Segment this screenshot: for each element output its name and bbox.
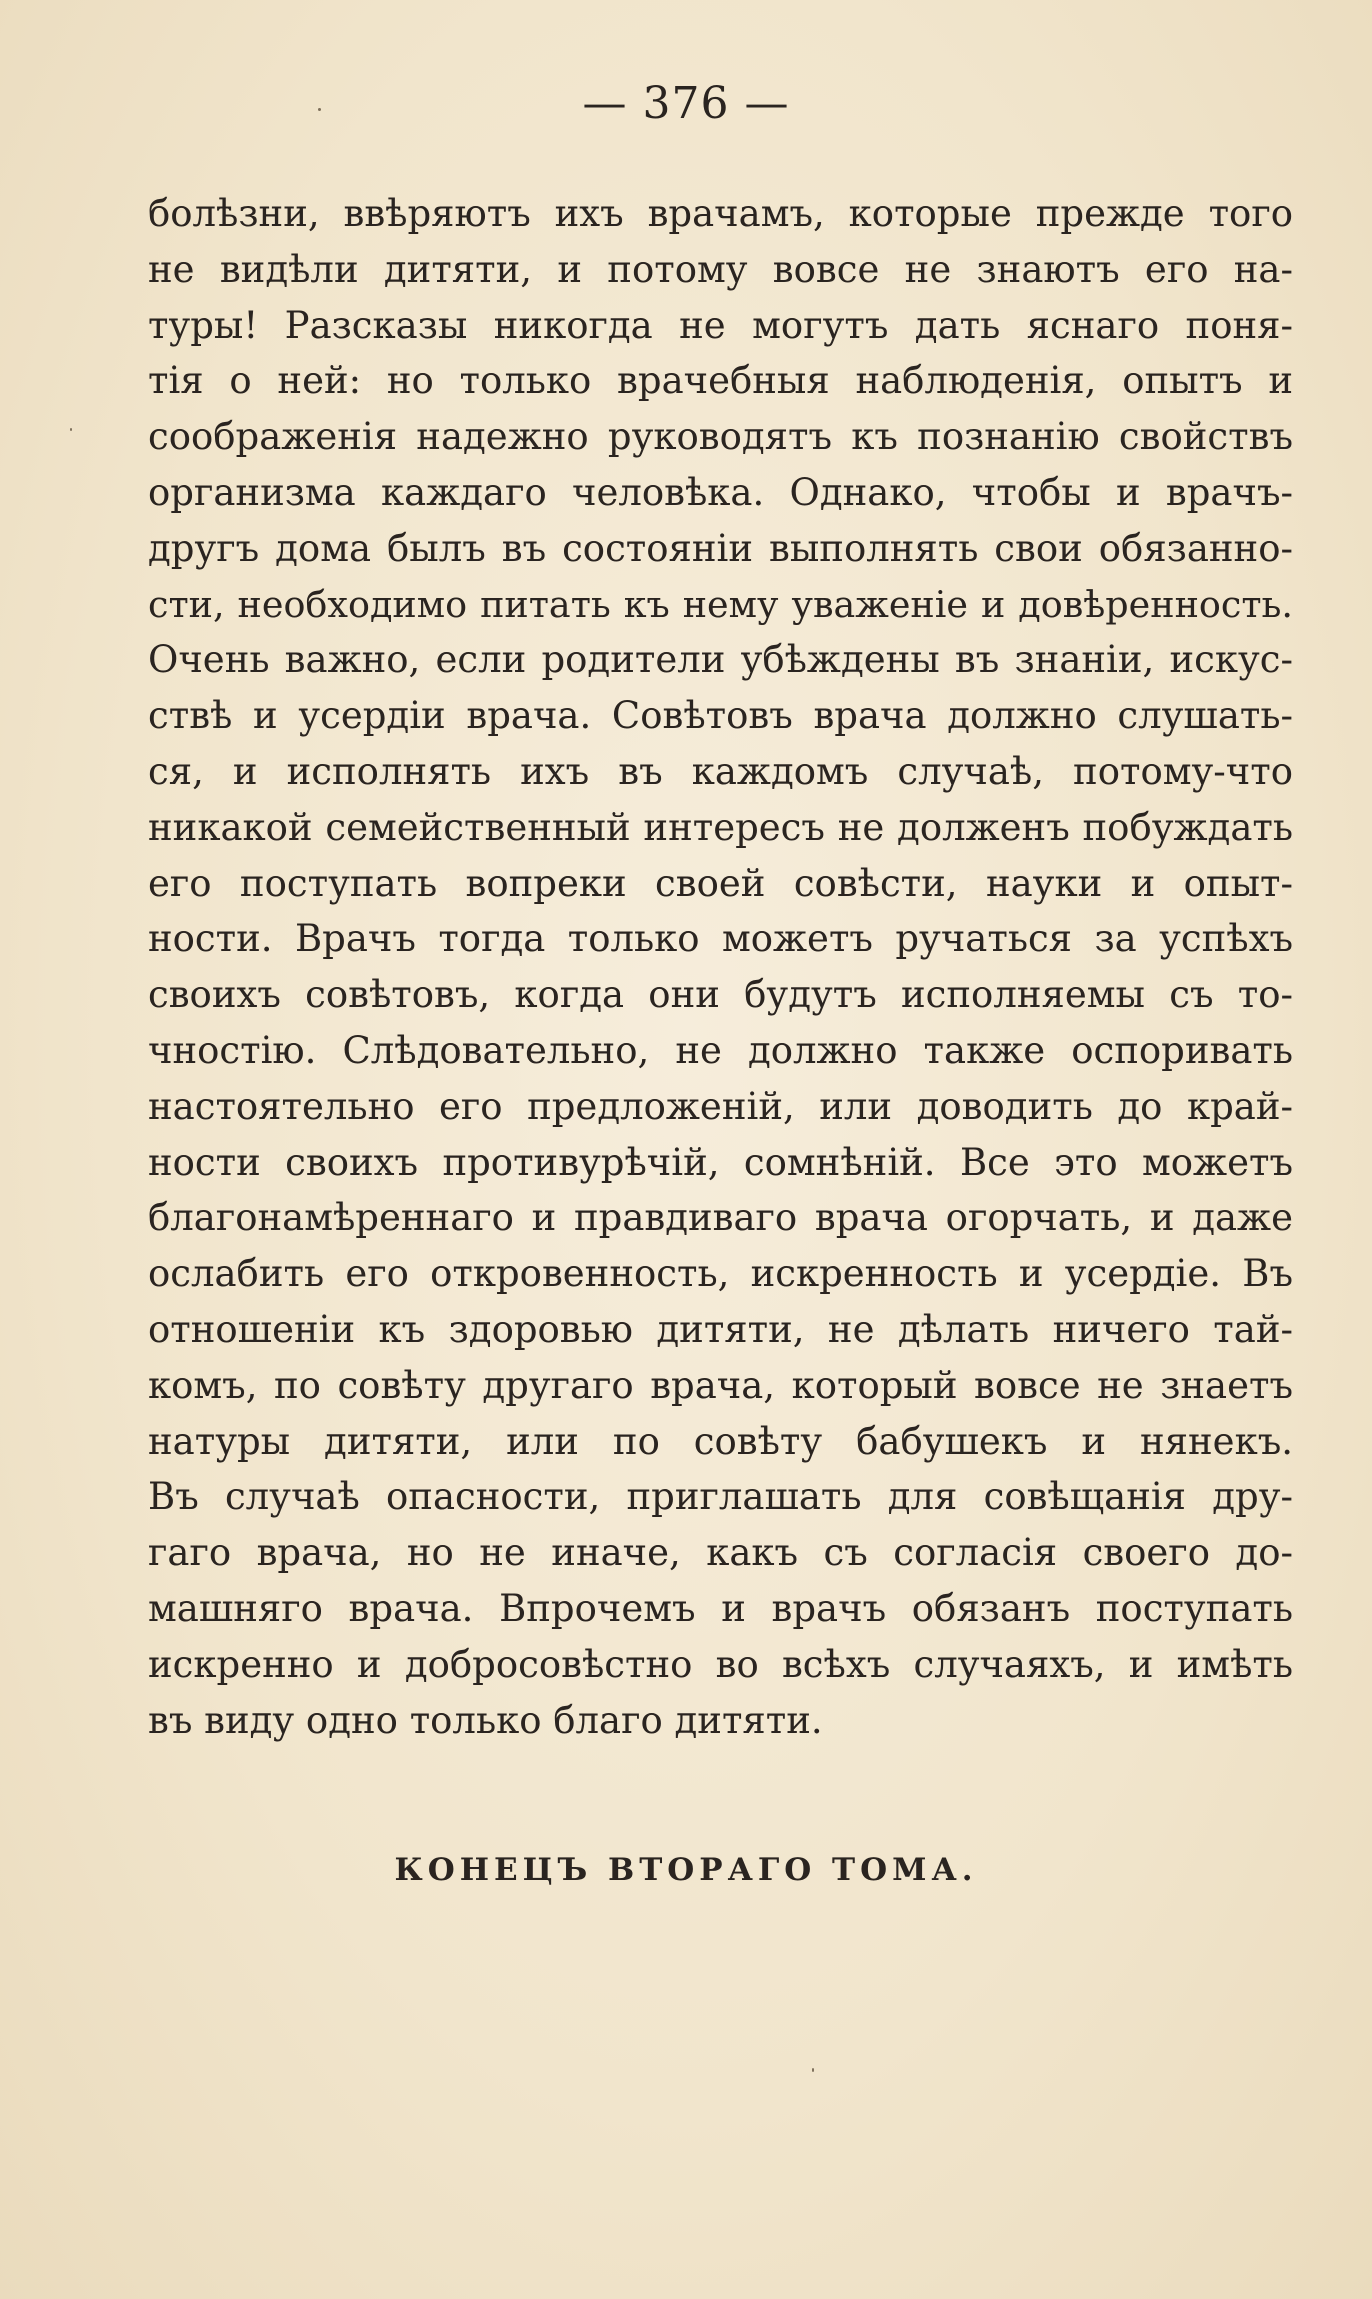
text-line: въ виду одно только благо дитяти. <box>148 1698 823 1742</box>
text-line: машняго врача. Впрочемъ и врачъ обязанъ поступать <box>148 1586 1293 1630</box>
text-line: чностію. Слѣдовательно, не должно также оспоривать <box>148 1028 1293 1072</box>
text-line: ствѣ и усердіи врача. Совѣтовъ врача должно слушать- <box>148 694 1293 738</box>
paper-speck <box>812 2068 814 2072</box>
text-line: натуры дитяти, или по совѣту бабушекъ и нянекъ. <box>148 1419 1293 1463</box>
text-line: тія о ней: но только врачебныя наблюденія, опытъ и <box>148 359 1293 403</box>
text-line: не видѣли дитяти, и потому вовсе не знаютъ его на- <box>148 247 1293 291</box>
text-line: другъ дома былъ въ состояніи выполнять свои обязанно- <box>148 526 1293 570</box>
paper-speck <box>318 108 321 111</box>
text-line: болѣзни, ввѣряютъ ихъ врачамъ, которые прежде того <box>148 192 1293 235</box>
paper-speck <box>70 428 72 431</box>
text-line: ся, и исполнять ихъ въ каждомъ случаѣ, потому-что <box>148 749 1293 793</box>
text-line: сти, необходимо питать къ нему уваженіе и довѣренность. <box>148 582 1293 626</box>
text-line: отношеніи къ здоровью дитяти, не дѣлать ничего тай- <box>148 1307 1293 1351</box>
text-line: никакой семейственный интересъ не долженъ побуждать <box>148 805 1293 849</box>
text-line: Очень важно, если родители убѣждены въ знаніи, искус- <box>148 638 1293 682</box>
text-line: ослабить его откровенность, искренность и усердіе. Въ <box>148 1252 1293 1296</box>
text-line: комъ, по совѣту другаго врача, который вовсе не знаетъ <box>148 1363 1293 1407</box>
text-line: ности. Врачъ тогда только можетъ ручаться за успѣхъ <box>148 917 1293 961</box>
end-note: КОНЕЦЪ ВТОРАГО ТОМА. <box>394 1852 978 1888</box>
text-line: искренно и добросовѣстно во всѣхъ случаяхъ, и имѣть <box>148 1642 1293 1686</box>
text-line: туры! Разсказы никогда не могутъ дать яснаго поня- <box>148 303 1293 347</box>
page-number: — 376 — <box>582 78 790 129</box>
text-line: соображенія надежно руководятъ къ познанію свойствъ <box>148 415 1293 459</box>
text-line: Въ случаѣ опасности, приглашать для совѣщанія дру- <box>148 1475 1293 1519</box>
text-line: гаго врача, но не иначе, какъ съ согласія своего до- <box>148 1531 1293 1575</box>
text-line: своихъ совѣтовъ, когда они будутъ исполняемы съ то- <box>148 973 1293 1017</box>
text-line: настоятельно его предложеній, или доводить до край- <box>148 1084 1293 1128</box>
text-line: ности своихъ противурѣчій, сомнѣній. Все это можетъ <box>148 1140 1293 1184</box>
body-text <box>148 186 1293 1748</box>
text-line: его поступать вопреки своей совѣсти, науки и опыт- <box>148 861 1293 905</box>
text-line: организма каждаго человѣка. Однако, чтобы и врачъ- <box>148 470 1293 514</box>
text-line: благонамѣреннаго и правдиваго врача огорчать, и даже <box>148 1196 1293 1240</box>
